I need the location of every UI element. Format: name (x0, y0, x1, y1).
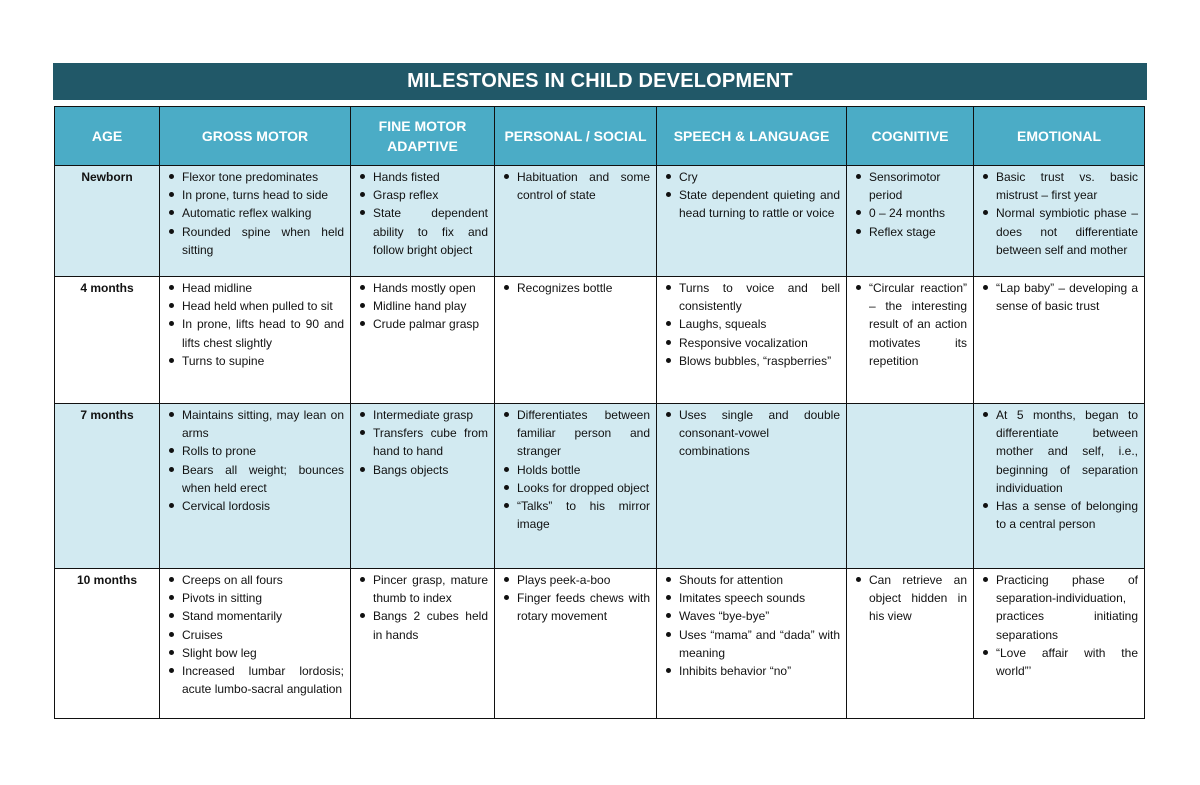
fine-motor-cell (351, 166, 495, 277)
bullet-list (980, 406, 1138, 533)
cognitive-cell (847, 166, 974, 277)
personal-social-cell (495, 404, 657, 569)
list-item: Uses “mama” and “dada” with meaning (679, 626, 840, 662)
bullet-list (357, 168, 488, 259)
table-row (55, 166, 1145, 277)
list-item: Rounded spine when held sitting (182, 223, 344, 259)
table-row (55, 569, 1145, 719)
bullet-list (357, 279, 488, 334)
list-item: Turns to supine (182, 352, 344, 370)
bullet-list (501, 168, 650, 204)
header-personal-social: PERSONAL / SOCIAL (495, 107, 657, 166)
bullet-list (980, 571, 1138, 680)
header-gross-motor: GROSS MOTOR (160, 107, 351, 166)
list-item: Crude palmar grasp (373, 315, 488, 333)
bullet-list (501, 279, 650, 297)
age-cell: 7 months (55, 404, 160, 569)
bullet-list (166, 168, 344, 259)
list-item: Grasp reflex (373, 186, 488, 204)
personal-social-cell (495, 277, 657, 404)
list-item: State dependent ability to fix and follow bright object (373, 204, 488, 259)
list-item: Uses single and double consonant-vowel combinations (679, 406, 840, 461)
bullet-list (501, 406, 650, 533)
gross-motor-cell (160, 166, 351, 277)
milestones-table (54, 106, 1145, 719)
emotional-cell (974, 404, 1145, 569)
cognitive-cell (847, 569, 974, 719)
list-item: Flexor tone predominates (182, 168, 344, 186)
list-item: Shouts for attention (679, 571, 840, 589)
list-item: Transfers cube from hand to hand (373, 424, 488, 460)
list-item: Hands mostly open (373, 279, 488, 297)
list-item: Midline hand play (373, 297, 488, 315)
list-item: “Lap baby” – developing a sense of basic trust (996, 279, 1138, 315)
list-item: “Talks” to his mirror image (517, 497, 650, 533)
list-item: Rolls to prone (182, 442, 344, 460)
emotional-cell (974, 166, 1145, 277)
list-item: Increased lumbar lordosis; acute lumbo-sacral angulation (182, 662, 344, 698)
list-item: Hands fisted (373, 168, 488, 186)
bullet-list (166, 279, 344, 370)
list-item: Practicing phase of separation-individuation, practices initiating separations (996, 571, 1138, 644)
list-item: At 5 months, began to differentiate between mother and self, i.e., beginning of separation individuation (996, 406, 1138, 497)
list-item: Finger feeds chews with rotary movement (517, 589, 650, 625)
header-emotional: EMOTIONAL (974, 107, 1145, 166)
list-item: Responsive vocalization (679, 334, 840, 352)
bullet-list (357, 571, 488, 644)
list-item: Head midline (182, 279, 344, 297)
personal-social-cell (495, 166, 657, 277)
list-item: Cry (679, 168, 840, 186)
page-title: MILESTONES IN CHILD DEVELOPMENT (53, 63, 1147, 100)
list-item: Turns to voice and bell consistently (679, 279, 840, 315)
bullet-list (853, 168, 967, 241)
list-item: Recognizes bottle (517, 279, 650, 297)
list-item: Reflex stage (869, 223, 967, 241)
list-item: Intermediate grasp (373, 406, 488, 424)
list-item: Basic trust vs. basic mistrust – first year (996, 168, 1138, 204)
list-item: Cervical lordosis (182, 497, 344, 515)
bullet-list (663, 168, 840, 223)
header-age: AGE (55, 107, 160, 166)
age-cell: 4 months (55, 277, 160, 404)
fine-motor-cell (351, 569, 495, 719)
list-item: Creeps on all fours (182, 571, 344, 589)
list-item: Pivots in sitting (182, 589, 344, 607)
list-item: Bangs 2 cubes held in hands (373, 607, 488, 643)
speech-language-cell (657, 569, 847, 719)
bullet-list (663, 406, 840, 461)
list-item: “Love affair with the world”’ (996, 644, 1138, 680)
list-item: Maintains sitting, may lean on arms (182, 406, 344, 442)
list-item: Can retrieve an object hidden in his view (869, 571, 967, 626)
fine-motor-cell (351, 277, 495, 404)
speech-language-cell (657, 166, 847, 277)
header-speech-language: SPEECH & LANGUAGE (657, 107, 847, 166)
bullet-list (853, 571, 967, 626)
emotional-cell (974, 569, 1145, 719)
list-item: 0 – 24 months (869, 204, 967, 222)
age-cell: Newborn (55, 166, 160, 277)
list-item: Stand momentarily (182, 607, 344, 625)
speech-language-cell (657, 404, 847, 569)
list-item: In prone, turns head to side (182, 186, 344, 204)
age-cell: 10 months (55, 569, 160, 719)
table-row (55, 277, 1145, 404)
list-item: Habituation and some control of state (517, 168, 650, 204)
list-item: Sensorimotor period (869, 168, 967, 204)
gross-motor-cell (160, 277, 351, 404)
list-item: Normal symbiotic phase – does not differentiate between self and mother (996, 204, 1138, 259)
bullet-list (980, 168, 1138, 259)
table-row (55, 404, 1145, 569)
list-item: Blows bubbles, “raspberries” (679, 352, 840, 370)
list-item: Differentiates between familiar person and stranger (517, 406, 650, 461)
list-item: Laughs, squeals (679, 315, 840, 333)
bullet-list (663, 571, 840, 680)
list-item: Looks for dropped object (517, 479, 650, 497)
emotional-cell (974, 277, 1145, 404)
list-item: “Circular reaction” – the interesting result of an action motivates its repetition (869, 279, 967, 370)
list-item: Bears all weight; bounces when held erect (182, 461, 344, 497)
bullet-list (357, 406, 488, 479)
list-item: Has a sense of belonging to a central person (996, 497, 1138, 533)
list-item: In prone, lifts head to 90 and lifts chest slightly (182, 315, 344, 351)
gross-motor-cell (160, 404, 351, 569)
cognitive-cell (847, 404, 974, 569)
list-item: Bangs objects (373, 461, 488, 479)
speech-language-cell (657, 277, 847, 404)
bullet-list (853, 279, 967, 370)
bullet-list (166, 571, 344, 698)
header-row (55, 107, 1145, 166)
header-fine-motor: FINE MOTOR ADAPTIVE (351, 107, 495, 166)
list-item: Pincer grasp, mature thumb to index (373, 571, 488, 607)
fine-motor-cell (351, 404, 495, 569)
header-cognitive: COGNITIVE (847, 107, 974, 166)
list-item: Head held when pulled to sit (182, 297, 344, 315)
list-item: Cruises (182, 626, 344, 644)
bullet-list (166, 406, 344, 515)
bullet-list (501, 571, 650, 626)
bullet-list (980, 279, 1138, 315)
list-item: State dependent quieting and head turning to rattle or voice (679, 186, 840, 222)
gross-motor-cell (160, 569, 351, 719)
list-item: Holds bottle (517, 461, 650, 479)
list-item: Inhibits behavior “no” (679, 662, 840, 680)
list-item: Automatic reflex walking (182, 204, 344, 222)
personal-social-cell (495, 569, 657, 719)
list-item: Imitates speech sounds (679, 589, 840, 607)
bullet-list (663, 279, 840, 370)
list-item: Waves “bye-bye” (679, 607, 840, 625)
cognitive-cell (847, 277, 974, 404)
list-item: Plays peek-a-boo (517, 571, 650, 589)
list-item: Slight bow leg (182, 644, 344, 662)
